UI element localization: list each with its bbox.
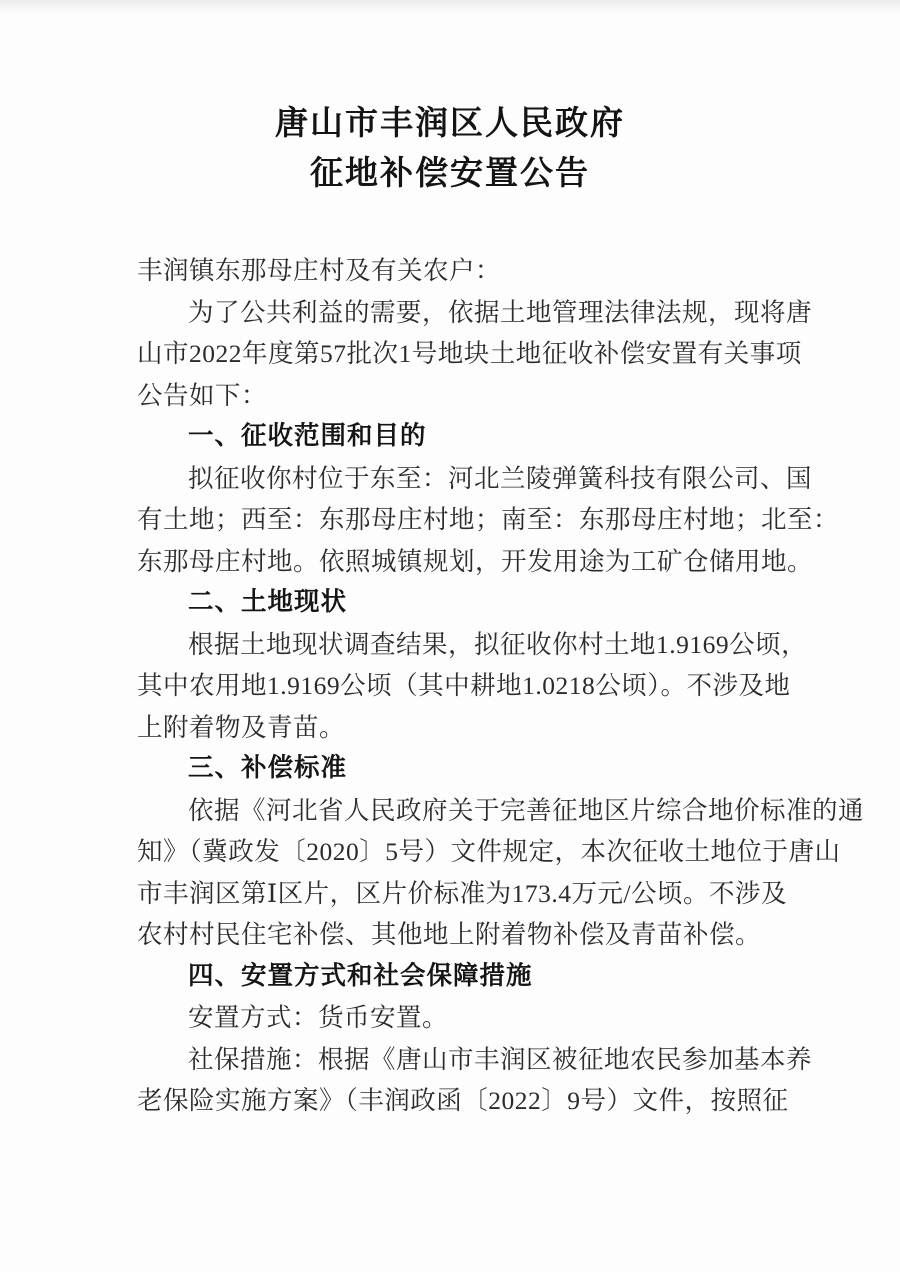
text-line: 东那母庄村地。依照城镇规划，开发用途为工矿仓储用地。 — [137, 546, 814, 576]
document-title-line-2: 征地补偿安置公告 — [310, 154, 590, 191]
document-title — [0, 0, 900, 198]
section-heading: 二、土地现状 — [188, 588, 348, 616]
text-line: 丰润镇东那母庄村及有关农户： — [137, 256, 502, 285]
document-body — [137, 250, 865, 1122]
text-line: 老保险实施方案》（丰润政函〔2022〕9号）文件，按照征 — [137, 1086, 789, 1115]
text-line: 农村村民住宅补偿、其他地上附着物补偿及青苗补偿。 — [137, 920, 762, 949]
text-line: 为了公共利益的需要，依据土地管理法律法规，现将唐 — [188, 297, 813, 327]
text-line: 依据《河北省人民政府关于完善征地区片综合地价标准的通 — [188, 795, 865, 825]
text-line: 根据土地现状调查结果，拟征收你村土地1.9169公顷， — [188, 629, 808, 659]
text-line: 上附着物及青苗。 — [137, 712, 346, 742]
text-line: 有土地；西至：东那母庄村地；南至：东那母庄村地；北至： — [137, 505, 840, 534]
text-line: 安置方式：货币安置。 — [188, 1003, 449, 1032]
section-heading: 三、补偿标准 — [188, 754, 348, 782]
text-line: 山市2022年度第57批次1号地块土地征收补偿安置有关事项 — [137, 339, 802, 368]
text-line: 其中农用地1.9169公顷（其中耕地1.0218公顷）。不涉及地 — [137, 671, 791, 700]
text-line: 市丰润区第Ⅰ区片，区片价标准为173.4万元/公顷。不涉及 — [137, 878, 788, 908]
document-title-line-1: 唐山市丰润区人民政府 — [275, 104, 625, 141]
text-line: 公告如下： — [137, 380, 268, 410]
text-line: 社保措施：根据《唐山市丰润区被征地农民参加基本养 — [188, 1044, 813, 1074]
section-heading: 一、征收范围和目的 — [188, 422, 427, 450]
section-heading: 四、安置方式和社会保障措施 — [188, 961, 533, 990]
text-line: 知》（冀政发〔2020〕5号）文件规定，本次征收土地位于唐山 — [137, 837, 841, 866]
text-line: 拟征收你村位于东至：河北兰陵弹簧科技有限公司、国 — [188, 463, 813, 493]
